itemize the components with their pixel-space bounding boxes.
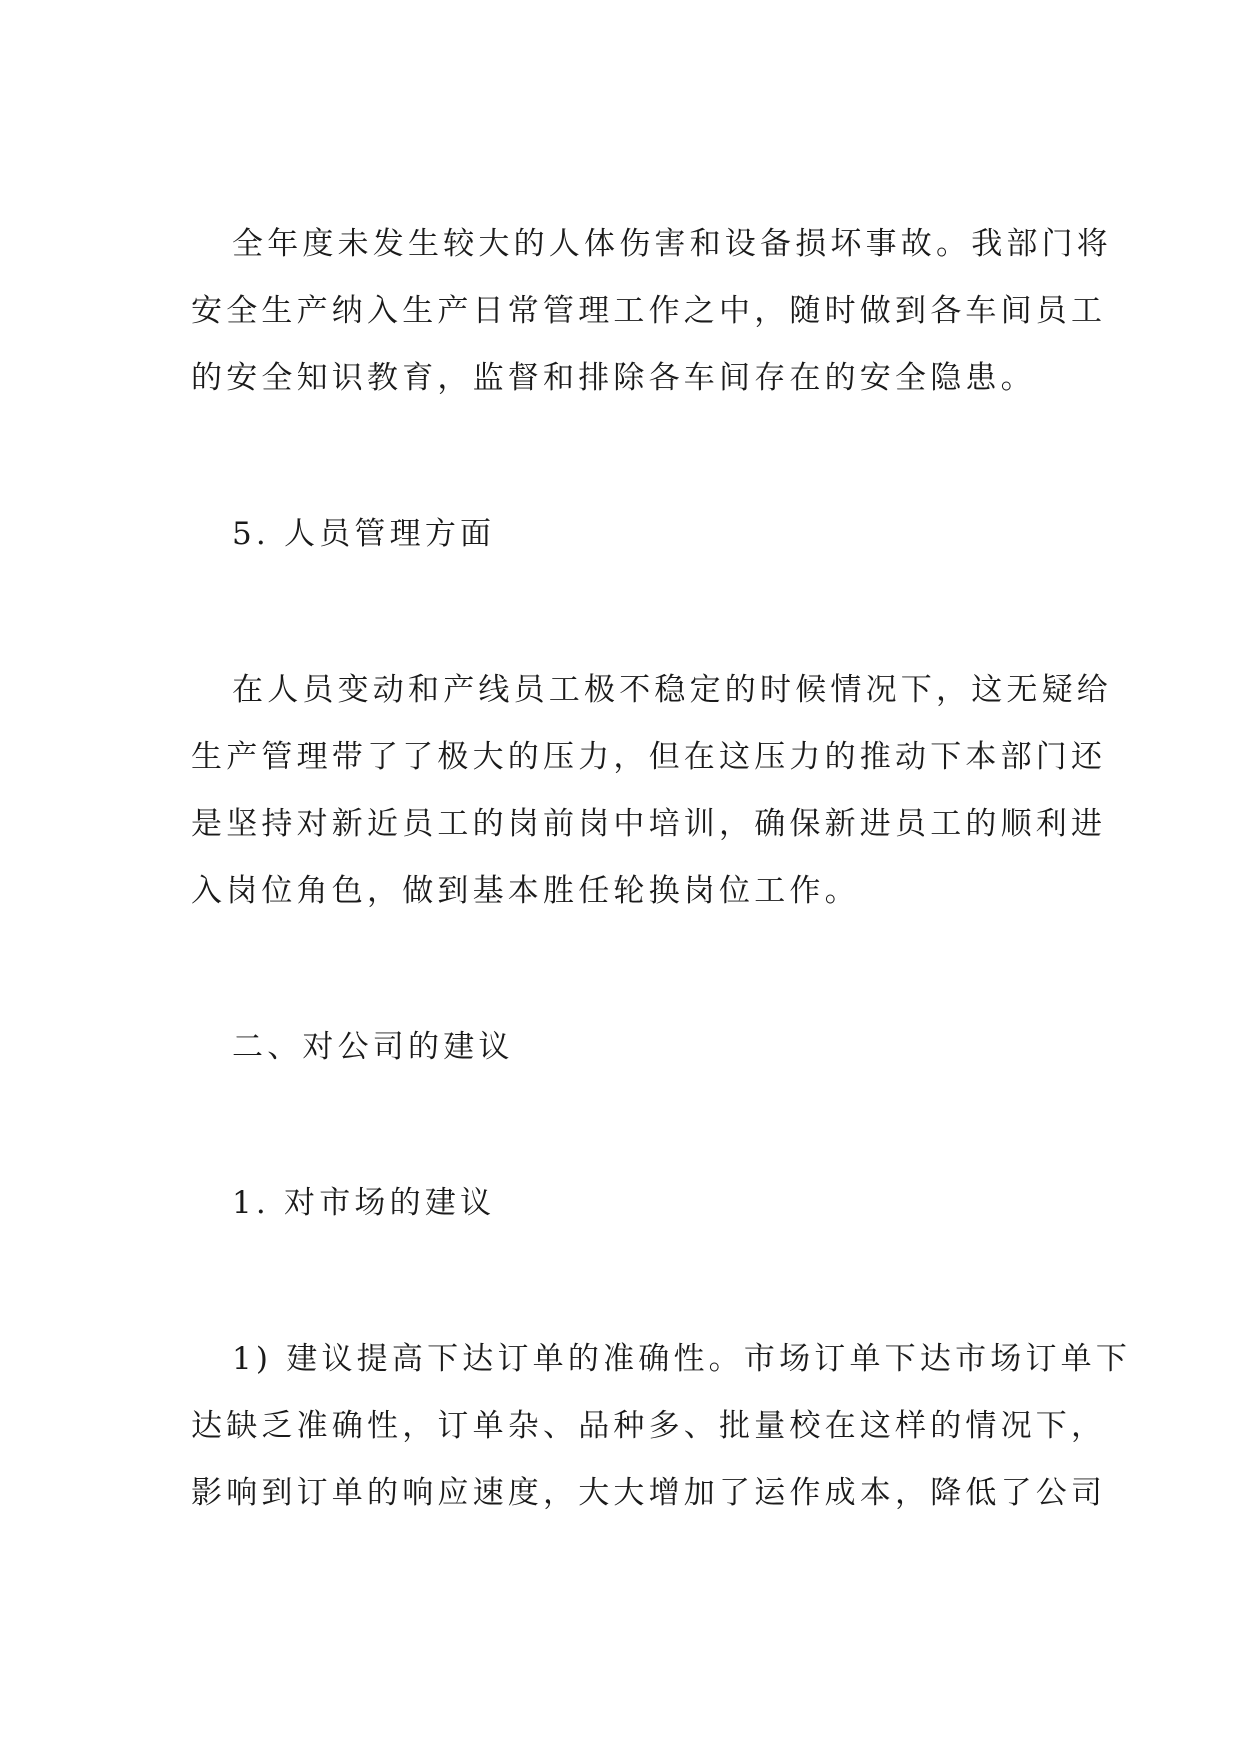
paragraph-line: 入岗位角色，做到基本胜任轮换岗位工作。: [191, 873, 860, 909]
subsection-heading: 1. 对市场的建议: [232, 1185, 496, 1221]
paragraph-line: 在人员变动和产线员工极不稳定的时候情况下，这无疑给: [232, 672, 1112, 708]
paragraph-line: 安全生产纳入生产日常管理工作之中，随时做到各车间员工: [191, 293, 1107, 329]
paragraph-line: 全年度未发生较大的人体伤害和设备损坏事故。我部门将: [232, 226, 1112, 262]
section-heading: 二、对公司的建议: [232, 1029, 514, 1065]
paragraph-line: 是坚持对新近员工的岗前岗中培训，确保新进员工的顺利进: [191, 806, 1107, 842]
section-heading: 5. 人员管理方面: [232, 516, 496, 552]
paragraph-line: 影响到订单的响应速度，大大增加了运作成本，降低了公司: [191, 1475, 1107, 1511]
paragraph-line: 达缺乏准确性，订单杂、品种多、批量校在这样的情况下，: [191, 1408, 1107, 1444]
paragraph-line: 生产管理带了了极大的压力，但在这压力的推动下本部门还: [191, 739, 1107, 775]
paragraph-line: 1) 建议提高下达订单的准确性。市场订单下达市场订单下: [232, 1341, 1132, 1377]
paragraph-line: 的安全知识教育，监督和排除各车间存在的安全隐患。: [191, 360, 1036, 396]
